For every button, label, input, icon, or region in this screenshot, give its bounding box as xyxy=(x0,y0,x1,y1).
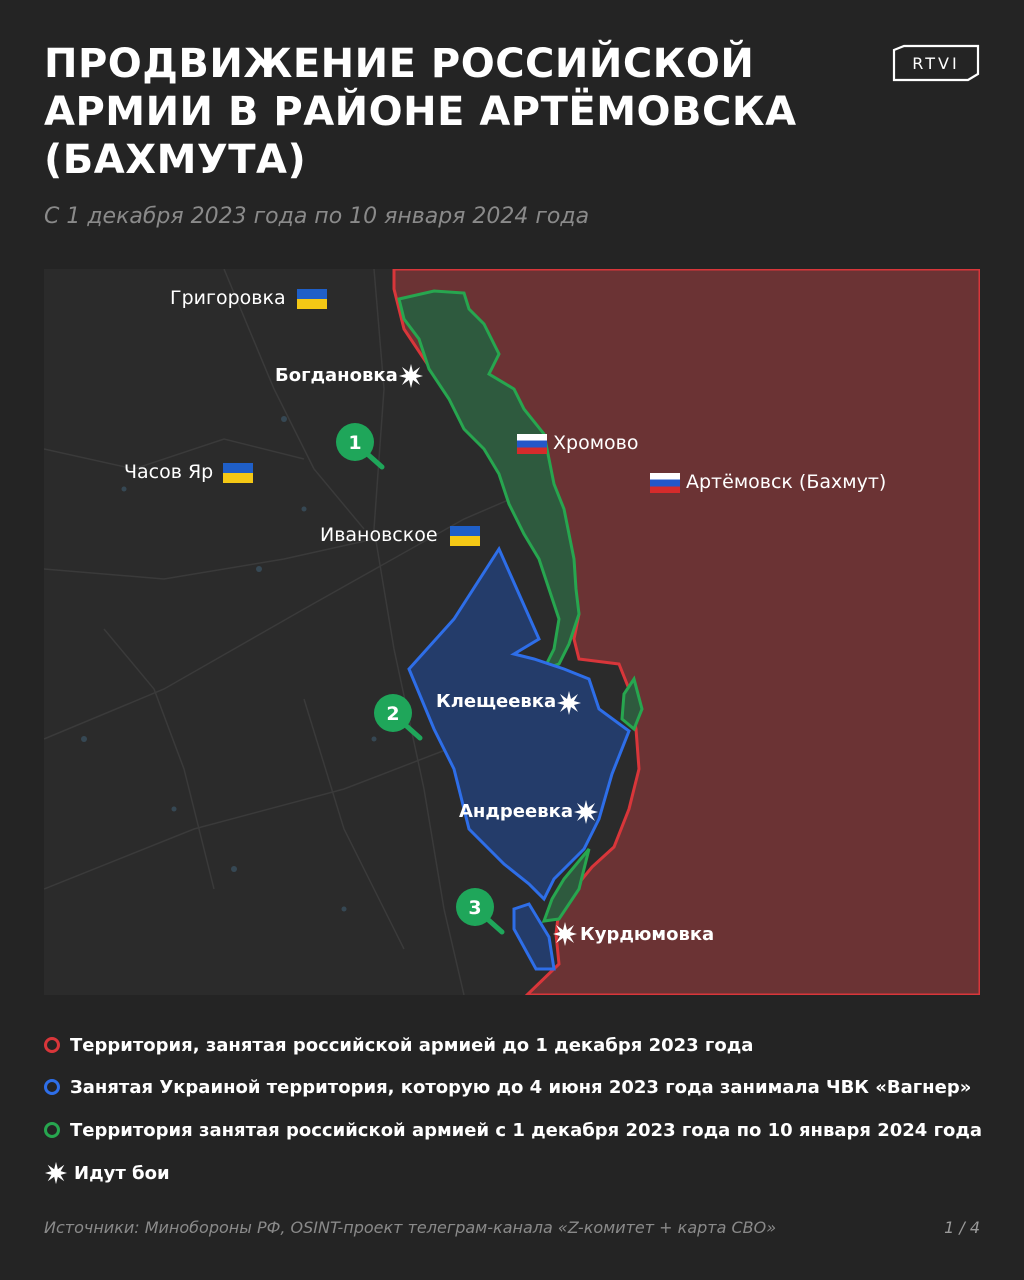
legend-item-russian-territory xyxy=(44,1030,753,1060)
legend-item-fighting xyxy=(44,1158,170,1188)
place-label-kleshcheevka: Клещеевка xyxy=(436,691,557,712)
map-canvas xyxy=(44,269,980,995)
legend-item-returned-area xyxy=(44,1072,971,1102)
ukraine-flag-icon xyxy=(223,463,253,483)
logo-text: RTVI xyxy=(912,54,960,73)
place-label-chasov-yar: Часов Яр xyxy=(124,461,214,483)
title-line: АРМИИ В РАЙОНЕ АРТЁМОВСКА xyxy=(44,89,797,135)
page-indicator: 1 / 4 xyxy=(944,1218,980,1237)
svg-text:3: 3 xyxy=(468,897,482,919)
fighting-burst-icon xyxy=(44,1161,68,1185)
fighting-burst-icon xyxy=(556,690,582,716)
marker-pin-2 xyxy=(372,692,426,746)
place-label-kurdyumovka: Курдюмовка xyxy=(580,924,715,945)
place-label-bogdanovka: Богдановка xyxy=(275,365,398,386)
legend-label: Идут бои xyxy=(74,1162,170,1184)
svg-text:1: 1 xyxy=(348,432,362,454)
fighting-burst-icon xyxy=(552,921,578,947)
green-circle-icon xyxy=(44,1122,60,1138)
marker-pin-3 xyxy=(454,886,508,940)
fighting-burst-icon xyxy=(573,799,599,825)
russia-flag-icon xyxy=(517,434,547,454)
red-circle-icon xyxy=(44,1037,60,1053)
legend-label: Территория, занятая российской армией до 1 декабря 2023 года xyxy=(70,1034,754,1056)
place-label-artemovsk: Артёмовск (Бахмут) xyxy=(686,471,887,493)
subtitle: С 1 декабря 2023 года по 10 января 2024 года xyxy=(44,204,590,229)
marker-pin-1 xyxy=(334,421,388,475)
title-line: ПРОДВИЖЕНИЕ РОССИЙСКОЙ xyxy=(44,41,755,87)
title-line: (БАХМУТА) xyxy=(44,137,307,183)
legend-label: Территория занятая российской армией с 1 декабря 2023 года по 10 января 2024 года xyxy=(70,1119,983,1141)
map xyxy=(44,269,980,995)
sources-footer: Источники: Минобороны РФ, OSINT-проект телеграм-канала «Z-комитет + карта СВО» xyxy=(44,1218,777,1237)
page-title xyxy=(44,40,864,184)
place-label-ivanovskoe: Ивановское xyxy=(320,524,438,546)
blue-circle-icon xyxy=(44,1079,60,1095)
legend-label: Занятая Украиной территория, которую до 4 июня 2023 года занимала ЧВК «Вагнер» xyxy=(70,1076,972,1098)
place-label-andreevka: Андреевка xyxy=(459,801,573,822)
rtvi-logo xyxy=(892,44,980,82)
ukraine-flag-icon xyxy=(450,526,480,546)
fighting-burst-icon xyxy=(398,363,424,389)
place-label-grigorovka: Григоровка xyxy=(170,287,286,309)
svg-text:2: 2 xyxy=(386,703,400,725)
russia-flag-icon xyxy=(650,473,680,493)
ukraine-flag-icon xyxy=(297,289,327,309)
place-label-khromovo: Хромово xyxy=(553,432,639,454)
legend-item-new-gains xyxy=(44,1115,982,1145)
